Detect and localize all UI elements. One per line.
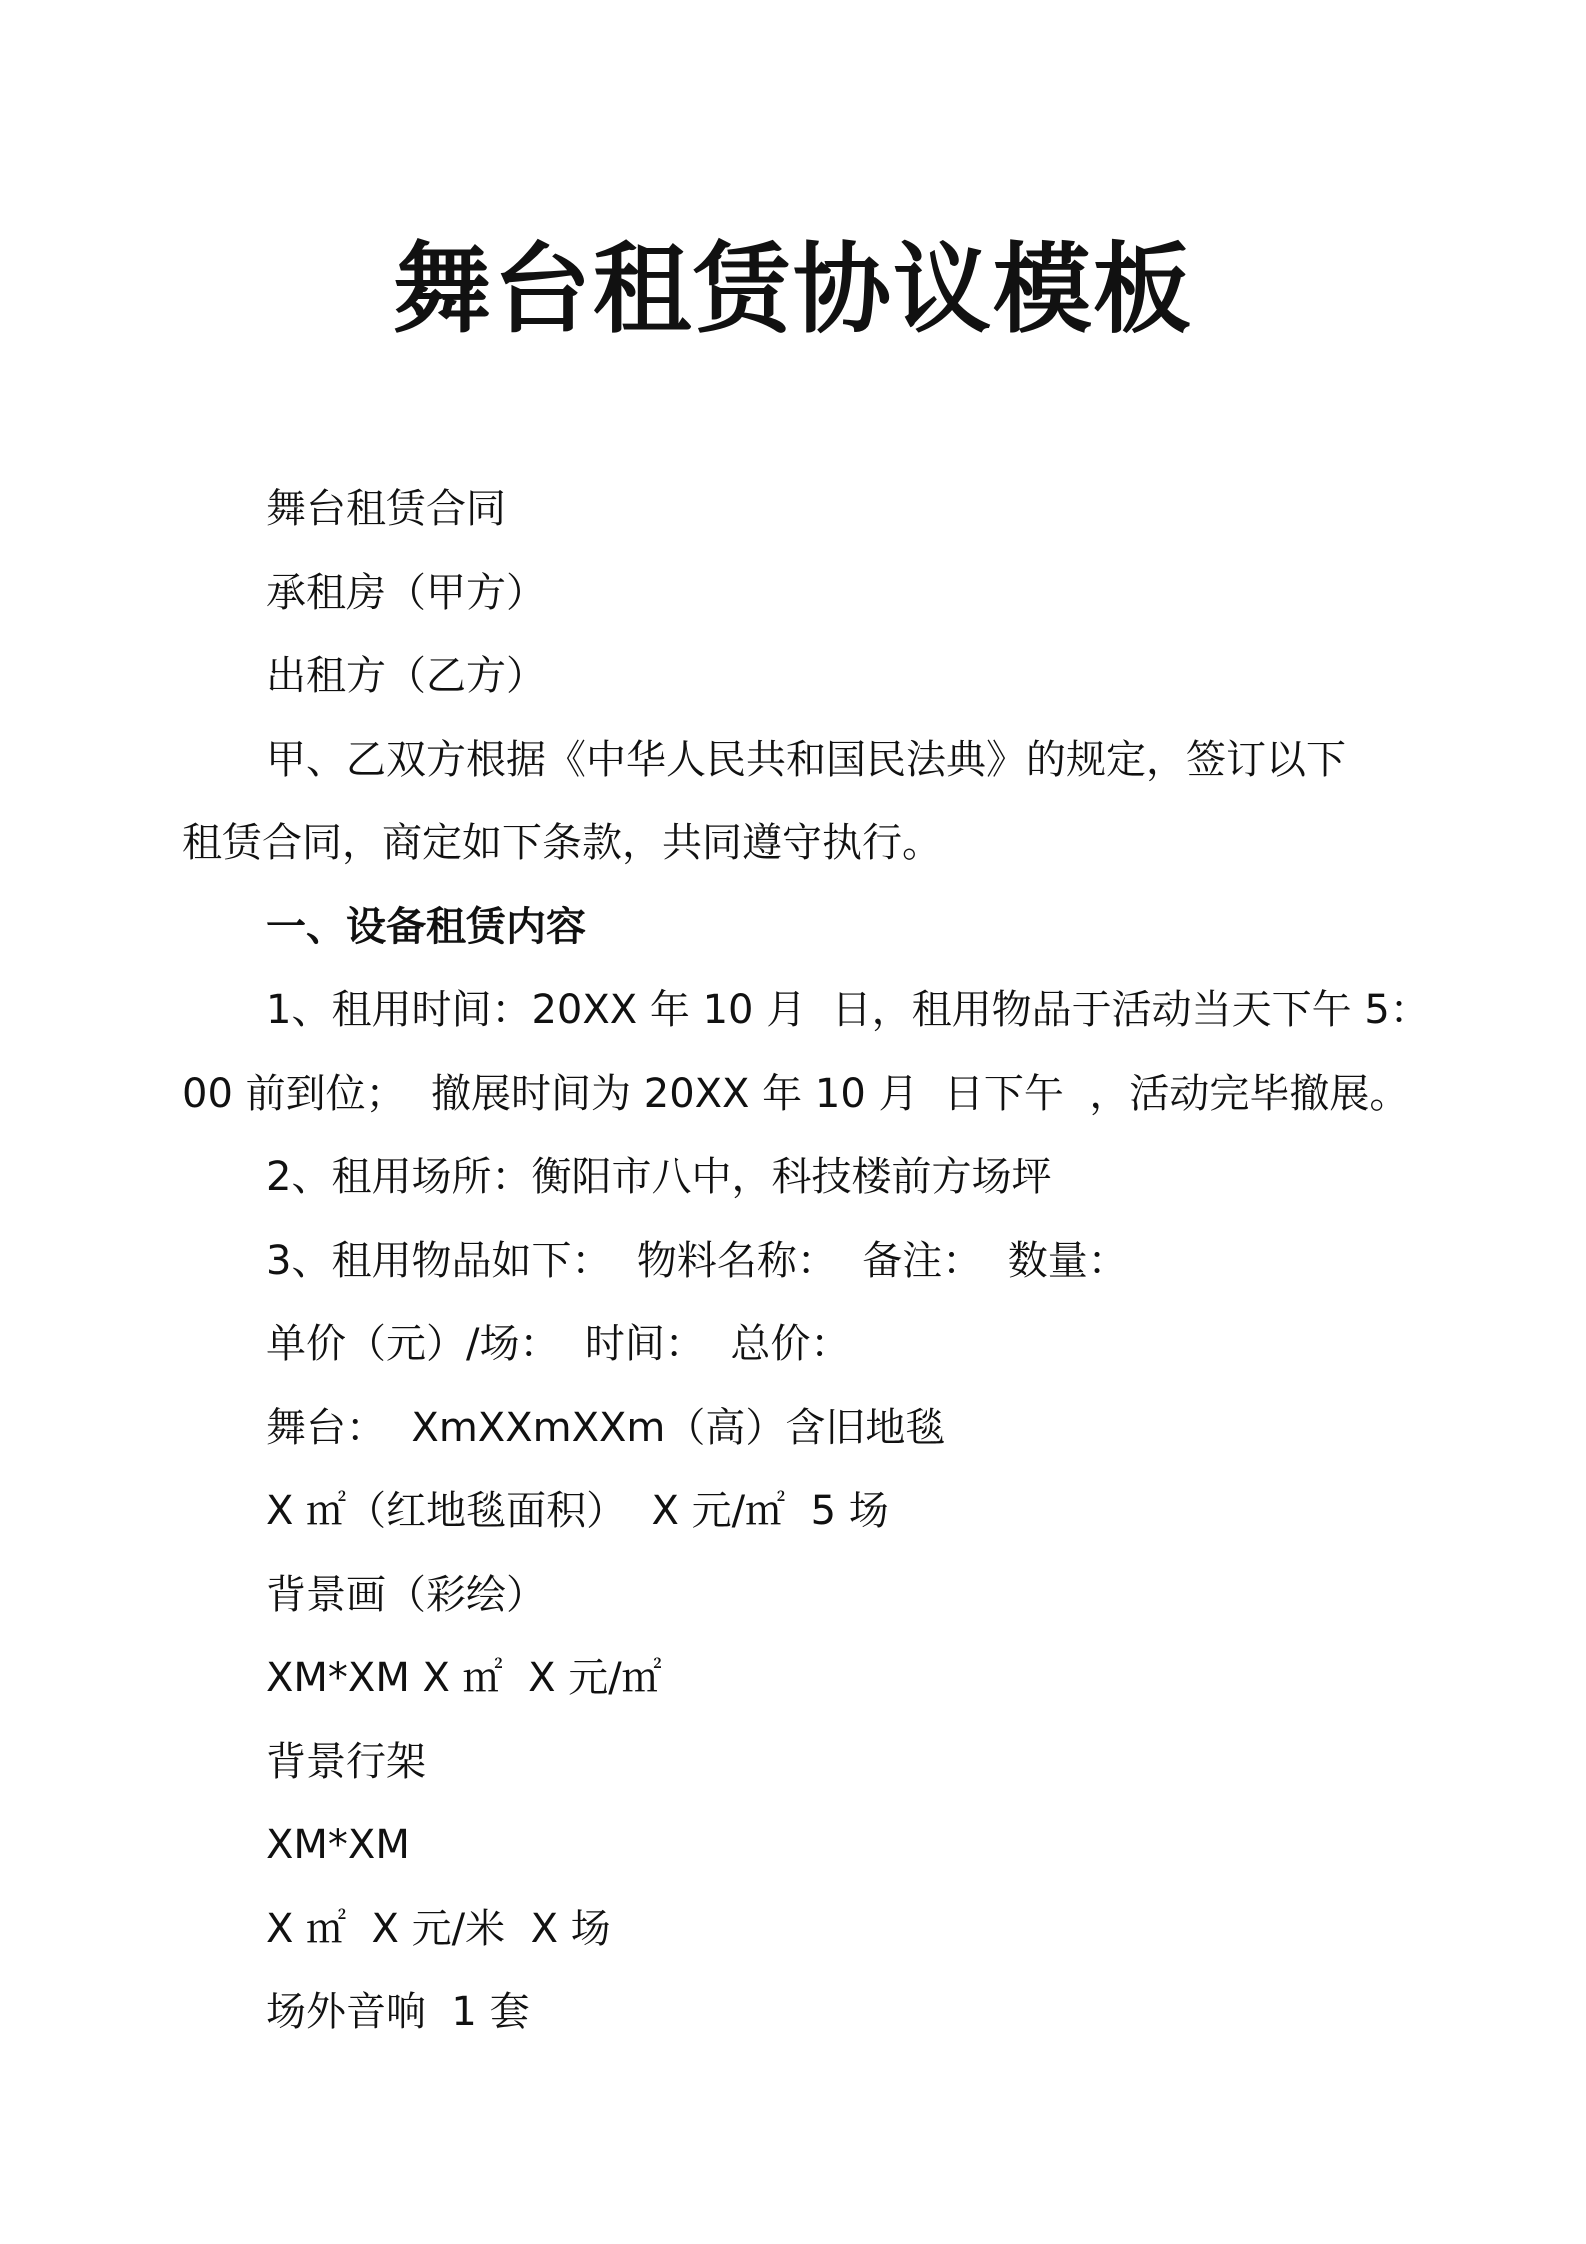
contract-heading: 舞台租赁合同 bbox=[266, 486, 506, 532]
document-title: 舞台租赁协议模板 bbox=[392, 233, 1193, 347]
intro-paragraph-line-2: 租赁合同，商定如下条款，共同遵守执行。 bbox=[182, 820, 942, 866]
item-backdrop-truss: 背景行架 bbox=[266, 1738, 426, 1785]
section-heading-equipment: 一、设备租赁内容 bbox=[266, 903, 586, 950]
document-body bbox=[182, 468, 1430, 2055]
item-stage-detail: X ㎡（红地毯面积） X 元/㎡ 5 场 bbox=[266, 1488, 889, 1534]
intro-paragraph-line-1: 甲、乙双方根据《中华人民共和国民法典》的规定，签订以下 bbox=[266, 736, 1346, 783]
item-outdoor-audio: 场外音响 1 套 bbox=[266, 1989, 530, 2035]
item-stage: 舞台： XmXXmXXm（高）含旧地毯 bbox=[266, 1404, 946, 1451]
party-a-line: 承租房（甲方） bbox=[266, 569, 546, 616]
items-header-line-1: 3、租用物品如下： 物料名称： 备注： 数量： bbox=[266, 1237, 1128, 1284]
rental-venue-line: 2、租用场所：衡阳市八中，科技楼前方场坪 bbox=[266, 1154, 1052, 1200]
items-header-line-2: 单价（元）/场： 时间： 总价： bbox=[266, 1321, 851, 1367]
rental-time-line-2: 00 前到位； 撤展时间为 20XX 年 10 月 日下午 ，活动完毕撤展。 bbox=[182, 1070, 1410, 1117]
item-backdrop-painting-detail: XM*XM X ㎡ X 元/㎡ bbox=[266, 1655, 662, 1701]
rental-time-line-1: 1、租用时间：20XX 年 10 月 日，租用物品于活动当天下午 5： bbox=[266, 987, 1430, 1033]
item-backdrop-truss-detail: X ㎡ X 元/米 X 场 bbox=[266, 1905, 611, 1952]
item-backdrop-painting: 背景画（彩绘） bbox=[266, 1571, 546, 1618]
party-b-line: 出租方（乙方） bbox=[266, 653, 546, 699]
item-backdrop-truss-size: XM*XM bbox=[266, 1822, 410, 1868]
